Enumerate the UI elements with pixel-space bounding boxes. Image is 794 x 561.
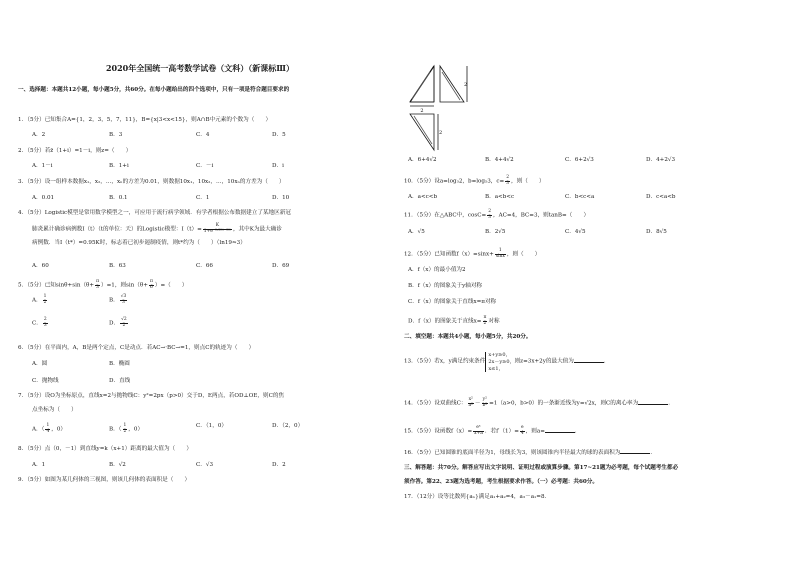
q11-cos-frac [487, 210, 492, 220]
q11-option-b: B．2√5 [485, 229, 506, 235]
q8-option-b: B．√2 [109, 462, 126, 468]
q10-option-a: A．a<c<b [408, 194, 438, 200]
q6-stem: 6．（5分）在平面内，A，B是两个定点，C是动点．若AC→·BC→=1，则点C的轨迹为（ ） [18, 345, 255, 351]
q2-option-c: C．－i [196, 163, 214, 169]
q1-option-a: A．2 [32, 132, 46, 138]
q9-option-d: D．4+2√3 [646, 157, 676, 163]
q7-a-frac [45, 424, 50, 434]
q15-text-e: ． [574, 428, 581, 435]
q8-option-a: A．1 [32, 462, 46, 468]
q8-option-d: D．2 [272, 462, 286, 468]
q7-a-close: ，0） [51, 426, 66, 433]
q5-c-label: C． [32, 320, 42, 327]
q5-b-den: 3 [122, 299, 125, 305]
q11-option-d: D．8√5 [646, 229, 667, 235]
q14-text-c: ． [668, 400, 674, 407]
q5-stem-b: ）=1，则sin（θ+ [101, 282, 148, 289]
section-1-heading: 一、选择题：本题共12小题，每小题5分，共60分。在每小题给出的四个选项中，只有一项是符合题目要求的 [18, 87, 290, 93]
q8-option-c: C．√3 [196, 462, 213, 468]
q7-b-num: 1 [123, 423, 127, 428]
dim-label-front-width: 2 [420, 108, 424, 114]
q15-num-2: e [520, 425, 524, 430]
q5-d-den: 2 [122, 322, 126, 328]
q12-option-b: B．f（x）的图象关于y轴对称 [408, 283, 483, 289]
section-3-heading-line-2: 须作答。第22、23题为选考题，考生根据要求作答。（一）必考题：共60分。 [404, 479, 598, 485]
q1-stem: 1．（5分）已知集合A={1，2，3，5，7，11}，B={x|3<x<15}，则A∩B中元素的个数为（ ） [18, 117, 272, 123]
q16-text-b: ． [650, 450, 656, 456]
q4-option-c: C．66 [196, 263, 213, 269]
q12-d-num: π [483, 315, 487, 320]
q16-text-a: 16．（5分）已知圆锥的底面半径为1，母线长为3，则该圆锥内半径最大的球的表面积为 [404, 450, 621, 456]
q10-option-c: C．b<c<a [565, 194, 595, 200]
q5-stem [18, 280, 188, 290]
q2-option-a: A．1－i [32, 163, 53, 169]
q7-a-open: A．（ [32, 426, 45, 433]
q14-num-2: y² [482, 397, 487, 402]
three-view-figure [408, 64, 470, 152]
q15-text-b: ．若f′（1）= [484, 428, 519, 435]
q3-option-d: D．10 [272, 195, 290, 201]
q3-option-c: C．1 [196, 195, 210, 201]
q5-option-d [109, 318, 129, 328]
q13-text-c: ． [603, 358, 610, 365]
q7-option-c: C．（1，0） [196, 423, 227, 429]
q5-pi-over-6 [149, 280, 154, 290]
q9-option-a: A．6+4√2 [408, 157, 437, 163]
q12-d-den: 2 [483, 320, 487, 326]
q10-option-d: D．c<a<b [646, 194, 676, 200]
section-3-heading-line-1: 三、解答题：共70分。解答应写出文字说明、证明过程或演算步骤。第17~21题为必考题，每个试题考生都必 [404, 465, 679, 471]
q1-option-c: C．4 [196, 132, 210, 138]
q15-text-a: 15．（5分）设函数f（x）= [404, 428, 473, 435]
q12-option-c: C．f（x）的图象关于直线x=π对称 [408, 299, 497, 305]
q7-option-b [109, 424, 143, 434]
q5-c-den: 3 [43, 322, 47, 328]
side-view-triangle [440, 66, 464, 102]
q12-option-d [408, 316, 500, 326]
q4-option-a: A．60 [32, 263, 49, 269]
q5-frac-num-1: π [96, 279, 99, 284]
q13-text-a: 13．（5分）若x，y满足约束条件 [404, 358, 486, 365]
q5-b-frac [120, 295, 128, 305]
q14-answer-blank[interactable] [638, 404, 668, 405]
q12-d-frac [483, 316, 488, 326]
q6-option-b: B．椭圆 [109, 361, 130, 367]
q11-stem-a: 11．（5分）在△ABC中，cosC= [404, 212, 487, 219]
top-view-triangle [410, 114, 434, 150]
q4-frac-den: 1+e⁻⁰·²³⁽ᵗ⁻⁵³⁾ [203, 228, 231, 234]
q7-a-den: 4 [46, 428, 50, 434]
q7-b-frac [123, 424, 128, 434]
q13-constraint-system [485, 352, 514, 372]
q14-frac-y [482, 398, 489, 408]
q11-stem [404, 210, 589, 220]
q4-line-3: 病例数．当I（t*）=0.95K时，标志着已初步遏制疫情，则t*约为（ ）（ln19≈3） [32, 240, 246, 246]
q4-option-d: D．69 [272, 263, 290, 269]
q14-den-2: b² [482, 402, 488, 408]
q11-option-a: A．√5 [408, 229, 425, 235]
q14-num-1: x² [468, 397, 473, 402]
q5-a-den: 2 [43, 299, 47, 305]
q5-option-c [32, 318, 49, 328]
q7-option-d: D．（2，0） [272, 423, 304, 429]
q4-line-1: 4．（5分）Logistic模型是常用数学模型之一，可应用于流行病学领域．有学者根据公布数据建立了某地区新冠 [18, 210, 291, 216]
q5-b-label: B． [109, 297, 119, 304]
q4-line-2-tail: ，其中K为最大确诊 [232, 226, 282, 233]
q11-frac-den: 3 [488, 214, 492, 220]
q15-frac-f [473, 426, 484, 436]
q12-stem-a: 12．（5分）已知函数f（x）=sinx+ [404, 251, 494, 258]
q13-answer-blank[interactable] [574, 362, 604, 363]
q5-pi-over-3 [95, 280, 100, 290]
q11-stem-b: ，AC=4，BC=3，则tanB=（ ） [493, 212, 590, 219]
q10-option-b: B．a<b<c [485, 194, 515, 200]
q5-option-a [32, 295, 48, 305]
q14-frac-x [468, 398, 474, 408]
q5-frac-den-1: 3 [96, 284, 99, 290]
dim-label-top-height: 2 [439, 130, 443, 136]
q14-text-a: 14．（5分）设双曲线C： [404, 400, 467, 407]
q5-option-b [109, 295, 128, 305]
q6-option-c: C．抛物线 [32, 378, 59, 384]
q5-stem-a: 5．（5分）已知sinθ+sin（θ+ [18, 282, 95, 289]
q10-c-frac [505, 176, 510, 186]
q1-option-d: D．5 [272, 132, 286, 138]
q2-option-d: D．i [272, 163, 284, 169]
q2-stem: 2．（5分）若z̄（1+i）=1－i，则z=（ ） [18, 148, 132, 154]
q5-d-num: √2 [121, 317, 127, 322]
q15-text-c: ，则a= [525, 428, 545, 435]
q4-logistic-fraction [203, 224, 232, 234]
q5-frac-num-2: π [149, 279, 153, 284]
q16-answer-blank[interactable] [620, 453, 650, 454]
q10-stem-b: ，则（ ） [511, 178, 545, 185]
q14-text-b: =1（a>0，b>0）的一条渐近线为y=√2x，则C的离心率为 [489, 400, 639, 407]
q5-c-num: 2 [43, 317, 47, 322]
q12-frac [495, 249, 506, 259]
q9-stem: 9．（5分）如图为某几何体的三视图，则该几何体的表面积是（ ） [18, 477, 191, 483]
q9-option-b: B．4+4√2 [485, 157, 514, 163]
q13-constraint-3: x≤1， [488, 365, 504, 372]
q14-minus: － [474, 400, 481, 407]
q16-stem [404, 451, 656, 457]
q11-option-c: C．4√5 [565, 229, 586, 235]
q15-den-1: x+a [474, 430, 483, 436]
q4-frac-num: K [203, 224, 232, 230]
q15-frac-e4 [520, 426, 525, 436]
q3-option-a: A．0.01 [32, 195, 55, 201]
q13-stem [404, 352, 609, 372]
q5-a-num: 1 [43, 294, 47, 299]
q7-b-close: ，0） [128, 426, 144, 433]
q4-option-b: B．63 [109, 263, 126, 269]
q4-line-2-text: 肺炎累计确诊病例数I（t）（t的单位：天）的Logistic模型：I（t）= [32, 226, 202, 233]
exam-title: 2020年全国统一高考数学试卷（文科）（新课标Ⅲ） [105, 63, 294, 73]
q12-frac-num: 1 [495, 249, 506, 255]
q3-option-b: B．0.1 [109, 195, 128, 201]
q13-text-b: 则z=3x+2y的最大值为 [514, 358, 574, 365]
q15-den-2: 4 [520, 430, 524, 436]
q5-stem-c: ）=（ ） [154, 282, 188, 289]
q6-option-d: D．直线 [109, 378, 131, 384]
q7-b-open: B．（ [109, 426, 122, 433]
q12-stem [404, 249, 540, 259]
q7-line-1: 7．（5分）设O为坐标原点，直线x=2与抛物线C：y²=2px（p>0）交于D，E两点，若OD⊥OE，则C的焦 [18, 393, 285, 399]
q13-constraint-1: x+y≥0， [488, 352, 511, 358]
q7-a-num: 1 [46, 423, 50, 428]
q13-constraint-2: 2x－y≥0， [488, 358, 515, 365]
q5-b-num: √3 [120, 294, 127, 299]
q1-option-b: B．3 [109, 132, 123, 138]
q10-stem [404, 176, 545, 186]
q17-stem: 17．（12分）设等比数列{aₙ}满足a₁+a₂=4，a₃－a₁=8． [404, 494, 551, 500]
q6-option-a: A．圆 [32, 361, 48, 367]
q5-a-label: A． [32, 297, 42, 304]
q14-stem [404, 398, 674, 408]
q12-d-text-a: D．f（x）的图象关于直线x= [408, 318, 482, 325]
q3-stem: 3．（5分）设一组样本数据x₁，x₂，…，xₙ的方差为0.01，则数据10x₁，10x₂，…，10xₙ的方差为（ ） [18, 179, 285, 185]
q2-option-b: B．1+i [109, 163, 129, 169]
dim-label-side-height: 2 [464, 82, 468, 88]
q15-num-1: eˣ [473, 426, 484, 432]
q15-answer-blank[interactable] [545, 432, 575, 433]
q14-den-1: a² [468, 402, 473, 408]
section-2-heading: 二、填空题：本题共4小题，每小题5分，共20分。 [404, 334, 532, 340]
q5-c-frac [43, 318, 48, 328]
q12-stem-b: ，则（ ） [506, 251, 541, 258]
q7-line-2: 点坐标为（ ） [32, 407, 77, 413]
q10-frac-num: 2 [506, 175, 510, 180]
q10-stem-a: 10．（5分）设a=log₃2，b=log₅3，c= [404, 178, 505, 185]
q12-frac-den: sinx [495, 253, 505, 259]
q5-d-label: D． [109, 320, 120, 327]
q10-frac-den: 3 [506, 180, 510, 186]
q7-option-a [32, 424, 66, 434]
q4-line-2 [32, 224, 282, 234]
q5-frac-den-2: 6 [150, 284, 153, 290]
q12-option-a: A．f（x）的最小值为2 [408, 267, 466, 273]
q9-option-c: C．6+2√3 [565, 157, 594, 163]
q11-frac-num: 2 [488, 209, 492, 214]
q5-d-frac [120, 318, 128, 328]
q8-stem: 8．（5分）点（0，－1）到直线y=k（x+1）距离的最大值为（ ） [18, 446, 192, 452]
q12-d-text-b: 对称 [488, 318, 500, 325]
q15-stem [404, 426, 581, 436]
q7-b-den: 2 [123, 428, 127, 434]
q5-a-frac [43, 295, 48, 305]
